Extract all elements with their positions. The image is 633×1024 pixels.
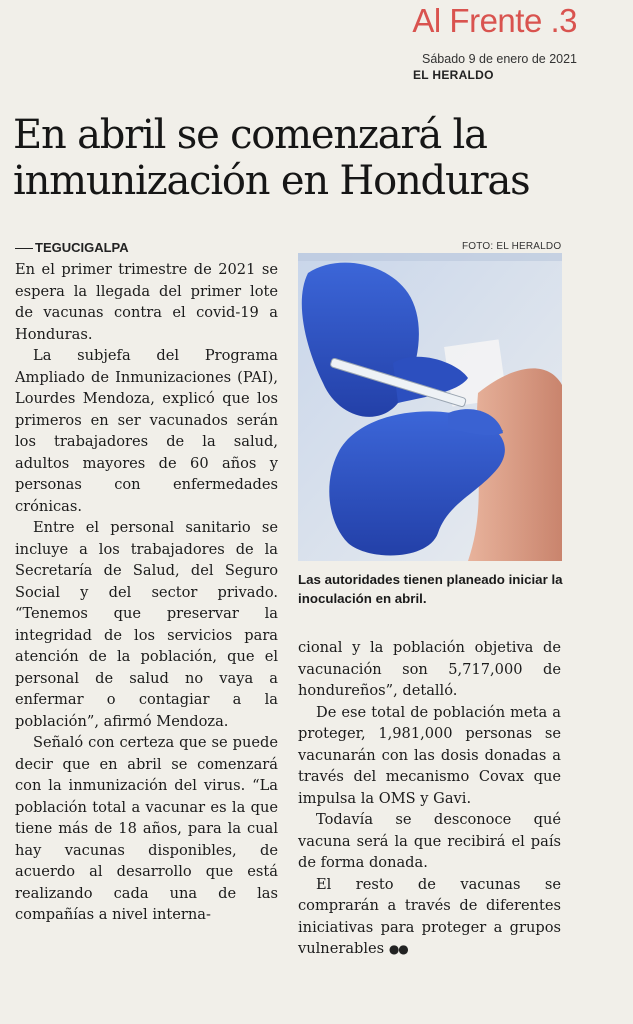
dateline-city: TEGUCIGALPA	[35, 240, 129, 255]
kicker-rule	[15, 248, 33, 249]
paragraph: Entre el personal sanitario se incluye a los trabajadores de la Secretaría de Salud, del Seguro Social y del sector privado. “Tenemos que preservar la integridad de los servicios para atención de la población, que el personal de salud no vaya a enfermar o contagiar a la población”, afirmó Mendoza.	[15, 519, 278, 730]
paragraph: cional y la población objetiva de vacunación son 5,717,000 de hondureños”, detalló.	[298, 639, 561, 699]
photo-caption: Las autoridades tienen planeado iniciar la inoculación en abril.	[298, 572, 563, 606]
paragraph-text: El resto de vacunas se comprarán a través de diferentes iniciativas para proteger a grupos vulnerables	[298, 875, 561, 957]
headline	[13, 112, 613, 204]
paragraph: La subjefa del Programa Ampliado de Inmunizaciones (PAI), Lourdes Mendoza, explicó que los primeros en ser vacunados serán los trabajadores de la salud, adultos mayores de 60 años y personas con enfermedades crónicas.	[15, 347, 278, 515]
vaccination-illustration	[298, 253, 562, 561]
end-dots-icon: ●●	[388, 942, 408, 956]
vaccination-photo	[298, 253, 562, 561]
newspaper-name: EL HERALDO	[413, 68, 494, 82]
dateline-kicker	[15, 240, 129, 255]
headline-line-1: En abril se comenzará la	[13, 112, 487, 158]
article-column-2	[298, 637, 561, 961]
paragraph: De ese total de población meta a proteger, 1,981,000 personas se vacunarán con las dosis donadas a través del mecanismo Covax que impulsa la OMS y Gavi.	[298, 703, 561, 807]
article-column-1	[15, 259, 278, 926]
paragraph: En el primer trimestre de 2021 se espera la llegada del primer lote de vacunas contra el covid-19 a Honduras.	[15, 261, 278, 343]
paragraph: Señaló con certeza que se puede decir que en abril se comenzará con la inmunización del virus. “La población total a vacunar es la que tiene más de 18 años, para la cual hay vacunas disponibles, de acuerdo al desarrollo que está realizando cada una de las compañías a nivel interna-	[15, 734, 278, 923]
photo-credit: FOTO: EL HERALDO	[462, 241, 562, 252]
section-title: Al Frente .3	[412, 2, 577, 39]
paragraph: Todavía se desconoce qué vacuna será la que recibirá el país de forma donada.	[298, 811, 561, 871]
issue-date: Sábado 9 de enero de 2021	[422, 52, 577, 66]
headline-line-2: inmunización en Honduras	[13, 158, 530, 204]
paragraph	[298, 874, 561, 961]
